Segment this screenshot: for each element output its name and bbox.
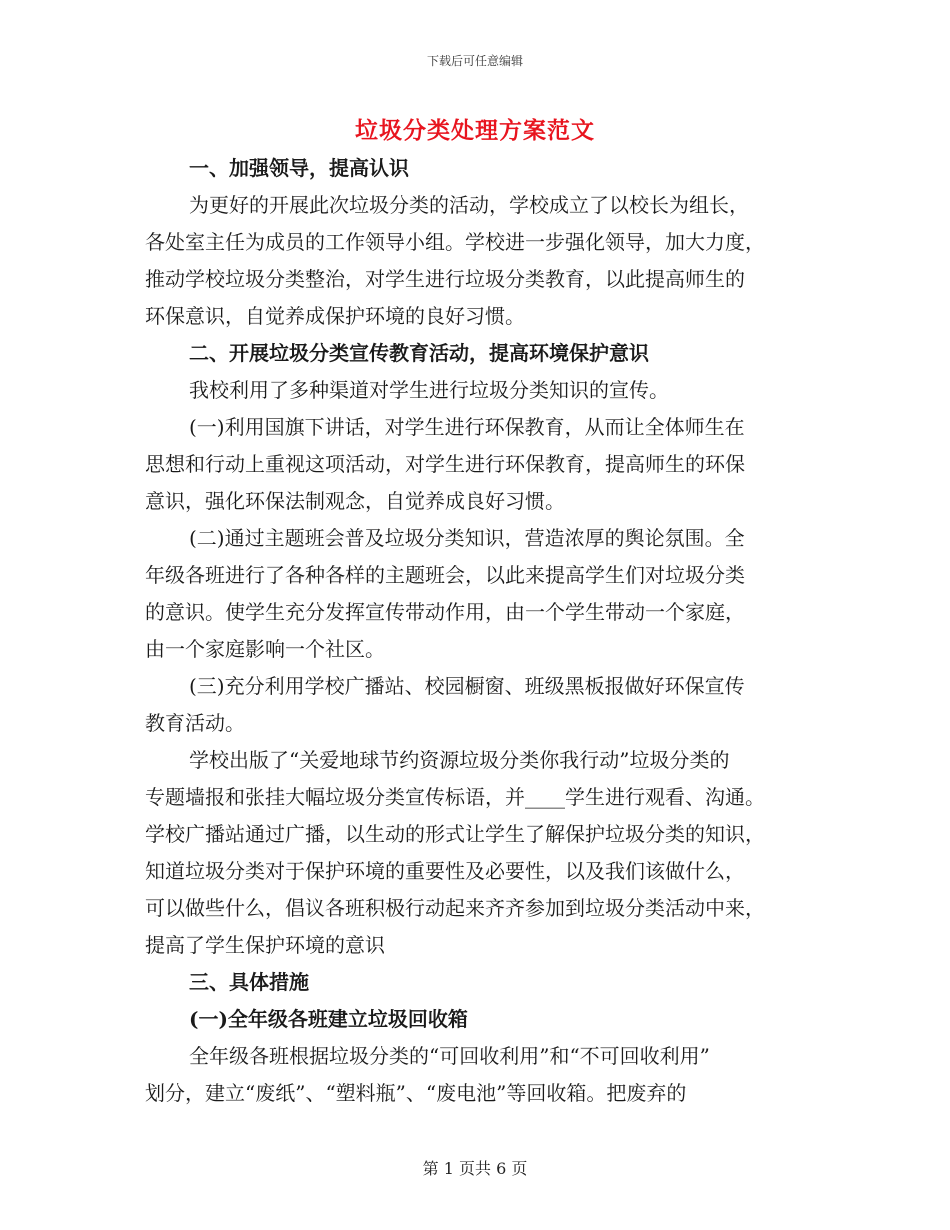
page-header: 下载后可任意编辑 <box>426 54 523 68</box>
paragraph-line: 为更好的开展此次垃圾分类的活动，学校成立了以校长为组长， <box>189 193 749 217</box>
paragraph-line: 思想和行动上重视这项活动，对学生进行环保教育，提高师生的环保 <box>145 452 745 476</box>
paragraph-line: 专题墙报和张挂大幅垃圾分类宣传标语，并____学生进行观看、沟通。 <box>145 785 765 809</box>
section-heading: 三、具体措施 <box>189 970 309 994</box>
paragraph-line: 的意识。使学生充分发挥宣传带动作用，由一个学生带动一个家庭， <box>145 600 745 624</box>
paragraph-line: 意识，强化环保法制观念，自觉养成良好习惯。 <box>145 489 565 513</box>
paragraph-line: 学校出版了“关爱地球节约资源垃圾分类你我行动”垃圾分类的 <box>189 748 730 772</box>
document-body <box>145 150 807 1112</box>
paragraph-line: 推动学校垃圾分类整治，对学生进行垃圾分类教育，以此提高师生的 <box>145 267 745 291</box>
paragraph-line: 知道垃圾分类对于保护环境的重要性及必要性，以及我们该做什么， <box>145 859 745 883</box>
paragraph-line: 提高了学生保护环境的意识 <box>145 933 385 957</box>
paragraph-line: 划分，建立“废纸”、“塑料瓶”、“废电池”等回收箱。把废弃的 <box>145 1081 687 1105</box>
paragraph-line: 学校广播站通过广播，以生动的形式让学生了解保护垃圾分类的知识， <box>145 822 765 846</box>
paragraph-line: 年级各班进行了各种各样的主题班会，以此来提高学生们对垃圾分类 <box>145 563 745 587</box>
section-heading: 二、开展垃圾分类宣传教育活动，提高环境保护意识 <box>189 341 649 365</box>
paragraph-line: 全年级各班根据垃圾分类的“可回收利用”和“不可回收利用” <box>189 1044 710 1068</box>
paragraph-line: 我校利用了多种渠道对学生进行垃圾分类知识的宣传。 <box>189 378 669 402</box>
section-heading: 一、加强领导，提高认识 <box>189 156 409 180</box>
paragraph-line: 教育活动。 <box>145 711 245 735</box>
paragraph-line: 环保意识，自觉养成保护环境的良好习惯。 <box>145 304 525 328</box>
page-footer: 第 1 页共 6 页 <box>422 1159 528 1178</box>
paragraph-line: (二)通过主题班会普及垃圾分类知识，营造浓厚的舆论氛围。全 <box>189 526 745 550</box>
paragraph-line: 可以做些什么，倡议各班积极行动起来齐齐参加到垃圾分类活动中来， <box>145 896 765 920</box>
paragraph-line: (三)充分利用学校广播站、校园橱窗、班级黑板报做好环保宣传 <box>189 674 745 698</box>
paragraph-line: (一)利用国旗下讲话，对学生进行环保教育，从而让全体师生在 <box>189 415 745 439</box>
document-title: 垃圾分类处理方案范文 <box>355 117 595 144</box>
section-heading: (一)全年级各班建立垃圾回收箱 <box>189 1007 468 1031</box>
paragraph-line: 由一个家庭影响一个社区。 <box>145 637 385 661</box>
paragraph-line: 各处室主任为成员的工作领导小组。学校进一步强化领导，加大力度， <box>145 230 765 254</box>
